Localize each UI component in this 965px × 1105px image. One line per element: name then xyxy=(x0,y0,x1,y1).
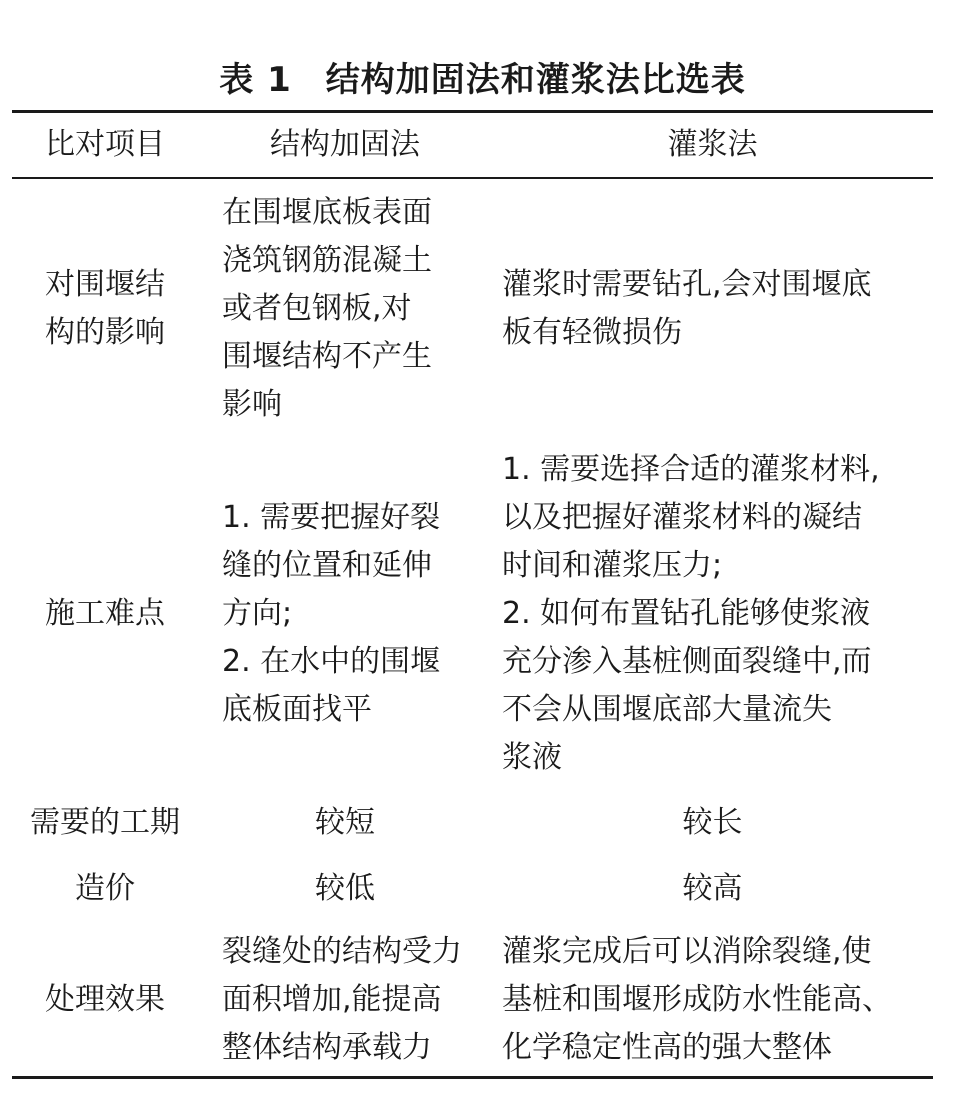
row-grouting: 灌浆完成后可以消除裂缝,使 基桩和围堰形成防水性能高、 化学稳定性高的强大整体 xyxy=(502,934,892,1065)
row-item: 处理效果 xyxy=(45,982,165,1017)
row-item: 对围堰结 构的影响 xyxy=(45,267,165,350)
row-grouting: 1. 需要选择合适的灌浆材料, 以及把握好灌浆材料的凝结 时间和灌浆压力; 2. 如何布置钻孔能够使浆液 充分渗入基桩侧面裂缝中,而 不会从围堰底部大量流失 浆液 xyxy=(502,452,880,775)
row-structural: 在围堰底板表面 浇筑钢筋混凝土 或者包钢板,对 围堰结构不产生 影响 xyxy=(222,195,432,422)
table-title xyxy=(0,52,965,101)
table-body xyxy=(12,180,933,1078)
table-header xyxy=(12,113,933,177)
header-item: 比对项目 xyxy=(45,127,165,162)
table-row xyxy=(12,790,933,856)
row-structural: 较短 xyxy=(315,805,375,840)
row-structural: 较低 xyxy=(315,871,375,906)
table-row xyxy=(12,922,933,1078)
row-structural: 裂缝处的结构受力 面积增加,能提高 整体结构承载力 xyxy=(222,934,462,1065)
table-row xyxy=(12,180,933,438)
table-row xyxy=(12,438,933,790)
row-item: 需要的工期 xyxy=(30,805,180,840)
row-item: 造价 xyxy=(75,871,135,906)
header-structural: 结构加固法 xyxy=(270,127,420,162)
row-grouting: 较长 xyxy=(682,805,743,840)
row-grouting: 灌浆时需要钻孔,会对围堰底 板有轻微损伤 xyxy=(502,267,872,350)
header-rule xyxy=(12,177,933,179)
table-number: 表 1 xyxy=(219,60,292,100)
row-structural: 1. 需要把握好裂 缝的位置和延伸 方向; 2. 在水中的围堰 底板面找平 xyxy=(222,500,441,727)
header-row xyxy=(12,113,933,177)
table-caption: 结构加固法和灌浆法比选表 xyxy=(325,60,746,100)
row-grouting: 较高 xyxy=(682,871,743,906)
row-item: 施工难点 xyxy=(45,596,165,631)
header-grouting: 灌浆法 xyxy=(667,127,758,162)
table-row xyxy=(12,856,933,922)
